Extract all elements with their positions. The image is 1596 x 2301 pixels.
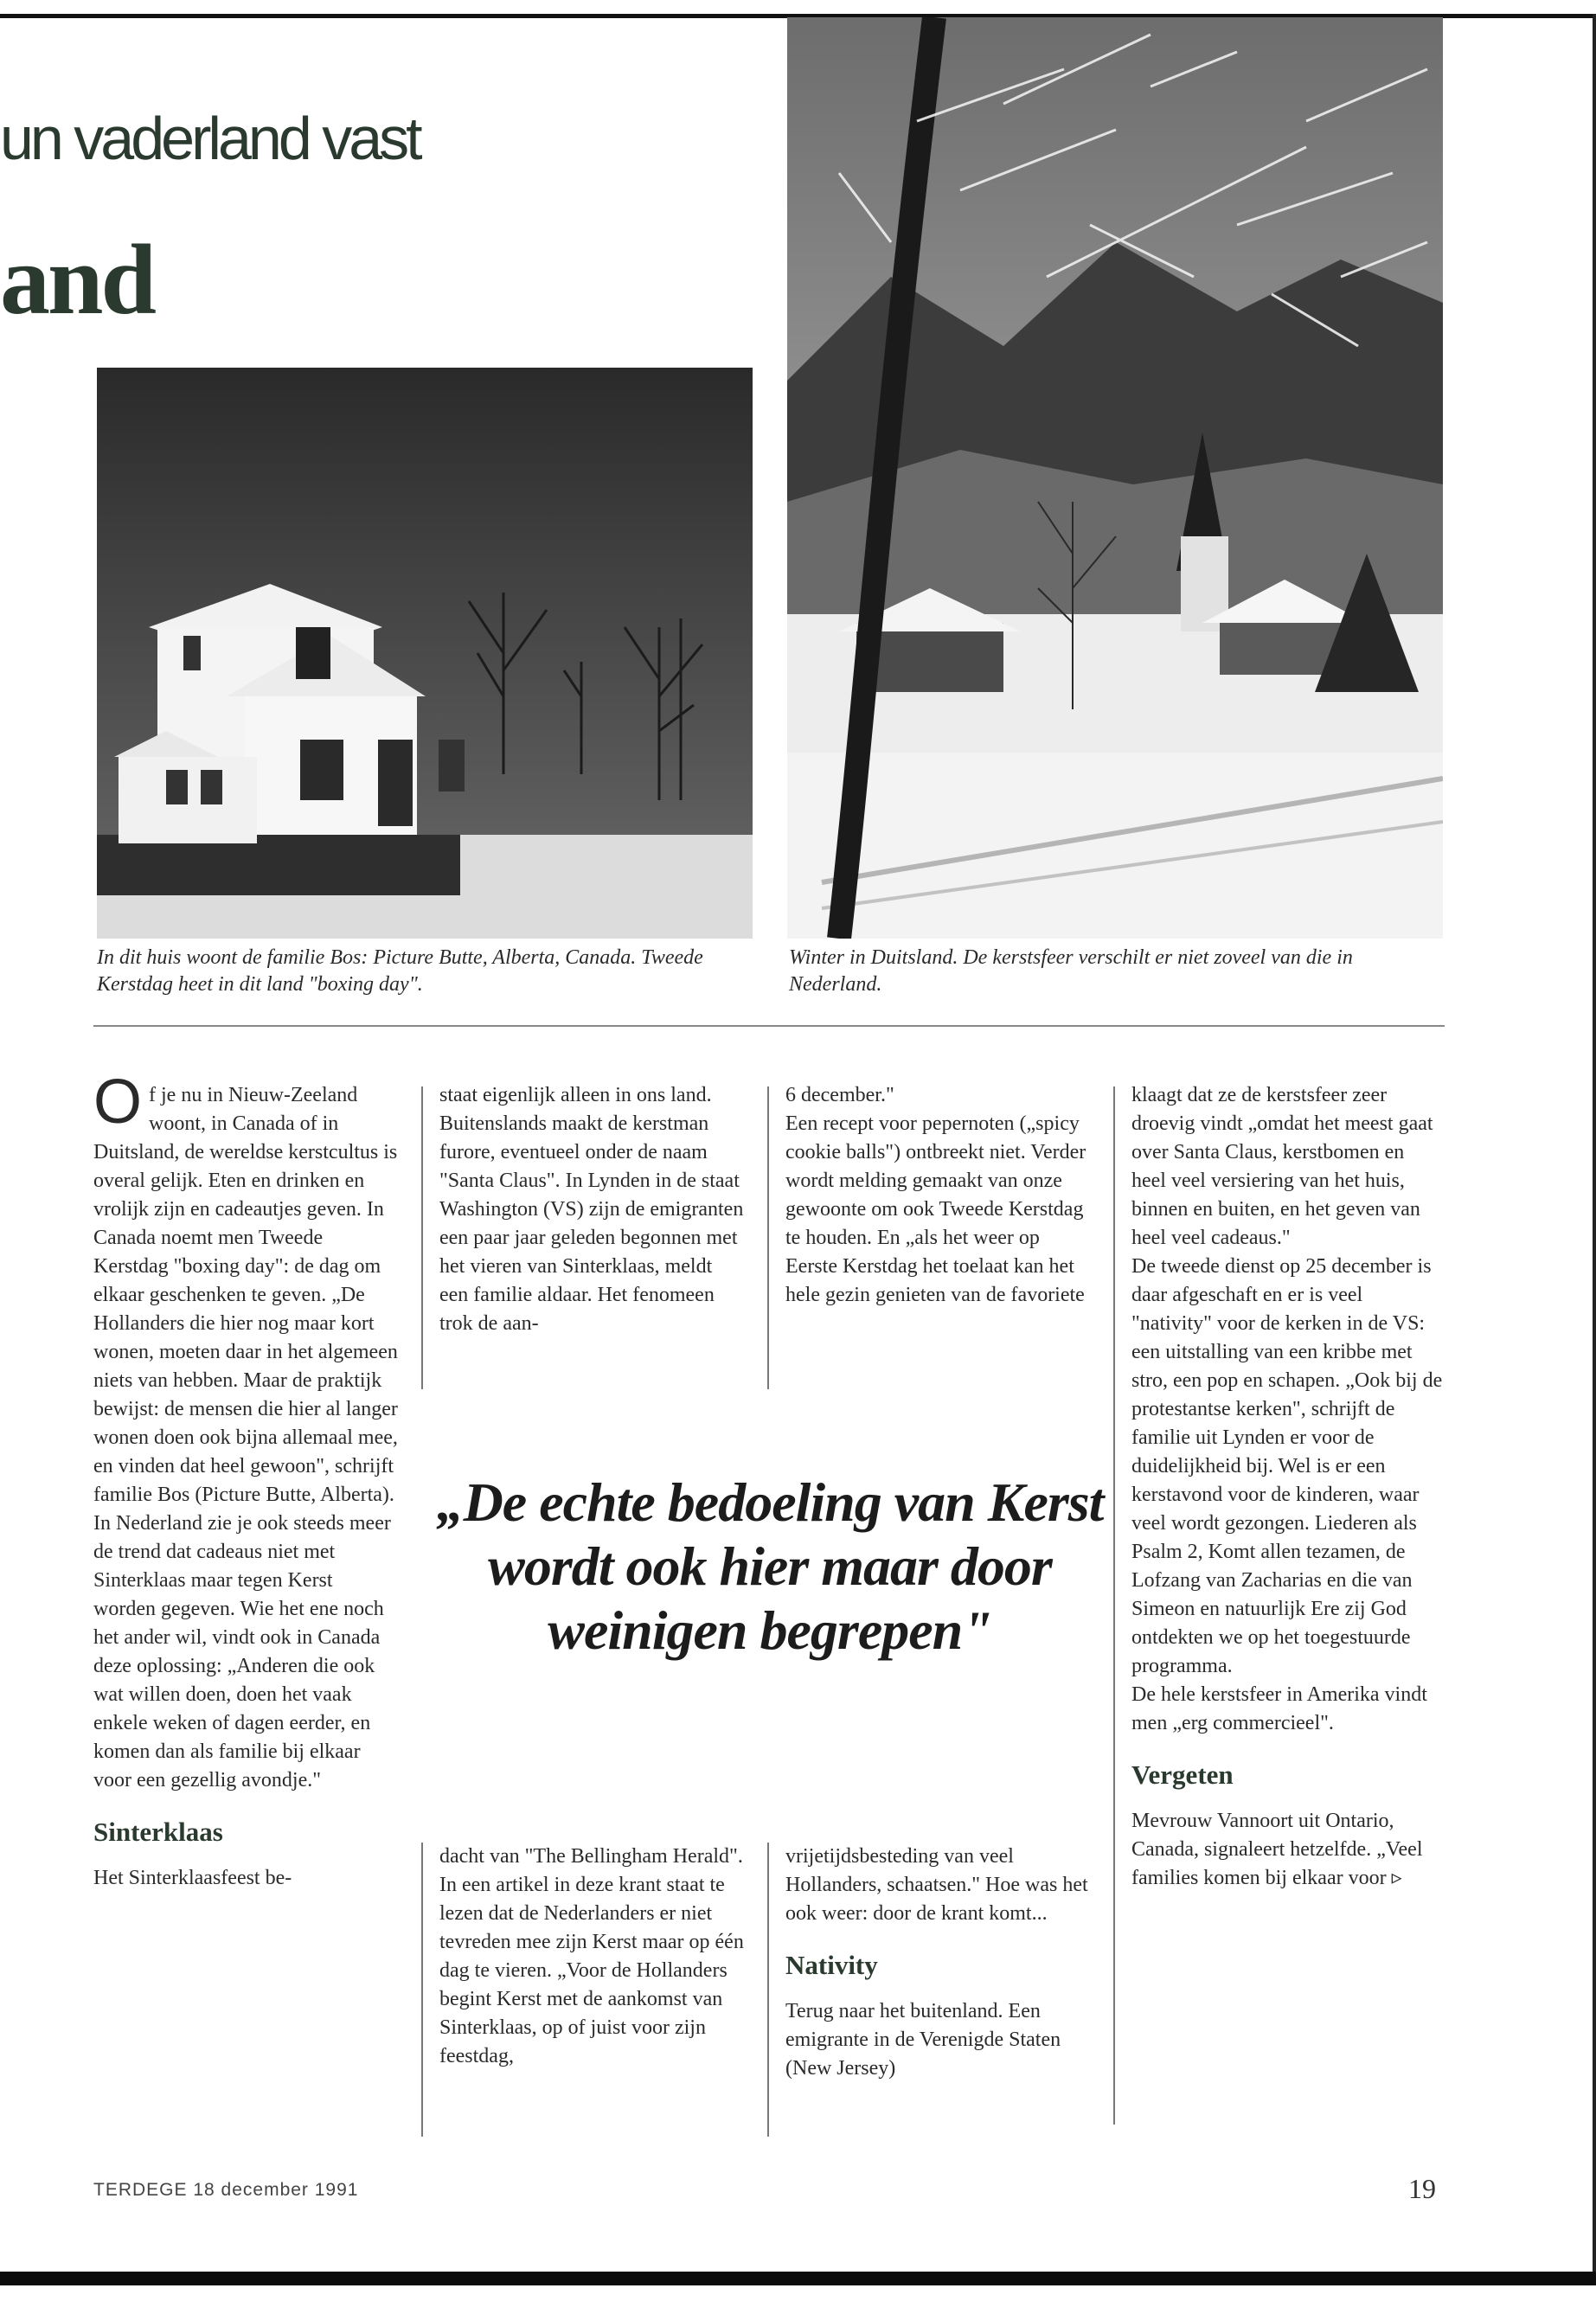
column-divider xyxy=(421,1086,423,1389)
paragraph xyxy=(93,1067,398,1509)
paragraph: Mevrouw Vannoort uit Ontario, Canada, signaleert hetzelfde. „Veel families komen bij elkaar voor ▹ xyxy=(1131,1810,1423,1889)
column-divider xyxy=(1113,1086,1115,2125)
column-2-top xyxy=(439,1081,744,1338)
house-photo-caption: In dit huis woont de familie Bos: Picture Butte, Alberta, Canada. Tweede Kerstdag heet in dit land "boxing day". xyxy=(97,946,703,996)
paragraph: 6 december." xyxy=(785,1084,894,1106)
winter-photo-caption: Winter in Duitsland. De kerstsfeer verschilt er niet zoveel van die in Nederland. xyxy=(789,946,1353,996)
paragraph: Een recept voor pepernoten („spicy cookie balls") ontbreekt niet. Verder wordt melding gemaakt van onze gewoonte om ook Tweede Kerstdag te houden. En „als het weer op Eerste Kerstdag het toelaat kan het hele gezin genieten van de favoriete xyxy=(785,1112,1086,1306)
bottom-border xyxy=(0,2272,1596,2285)
column-1 xyxy=(93,1067,398,1893)
paragraph: staat eigenlijk alleen in ons land. Buitenslands maakt de kerstman furore, eventueel onder de naam "Santa Claus". In Lynden in de staat Washington (VS) zijn de emigranten een paar jaar geleden begonnen met het vieren van Sinterklaas, meldt een familie aldaar. Het fenomeen trok de aan- xyxy=(439,1084,744,1335)
paragraph: vrijetijdsbesteding van veel Hollanders, schaatsen." Hoe was het ook weer: door de krant komt... xyxy=(785,1845,1088,1925)
drop-cap: O xyxy=(93,1067,143,1137)
headline-line-1: un vaderland vast xyxy=(0,105,420,172)
caption-divider xyxy=(93,1025,1445,1027)
headline-line-2: and xyxy=(0,225,155,336)
paragraph: dacht van "The Bellingham Herald". In een artikel in deze krant staat te lezen dat de Nederlanders er niet tevreden mee zijn Kerst maar op één dag te vieren. „Voor de Hollanders begint Kerst met de aankomst van Sinterklaas, op of juist voor zijn feestdag, xyxy=(439,1845,744,2067)
paragraph: Het Sinterklaasfeest be- xyxy=(93,1867,292,1889)
paragraph: klaagt dat ze de kerstsfeer zeer droevig vindt „omdat het meest gaat over Santa Claus, kerstbomen en heel veel versiering van het huis, binnen en buiten, en het geven van heel veel cadeaus." xyxy=(1131,1084,1433,1249)
paragraph: De tweede dienst op 25 december is daar afgeschaft en er is veel "nativity" voor de kerken in de VS: een uitstalling van een kribbe met stro, een pop en schapen. „Ook bij de protestantse kerken", schrijft de familie uit Lynden er voor de duidelijkheid bij. Wel is er een kerstavond voor de kinderen, waar veel wordt gezongen. Liederen als Psalm 2, Komt allen tezamen, de Lofzang van Zacharias en die van Simeon en natuurlijk Ere zij God ontdekten we op het toegestuurde programma. xyxy=(1131,1255,1443,1677)
pull-quote: „De echte bedoeling van Kerst wordt ook hier maar door weinigen begrepen" xyxy=(436,1471,1104,1661)
paragraph: Terug naar het buitenland. Een emigrante in de Verenigde Staten (New Jersey) xyxy=(785,2000,1061,2080)
subhead-nativity: Nativity xyxy=(785,1950,878,1980)
paragraph: In Nederland zie je ook steeds meer de trend dat cadeaus niet met Sinterklaas maar tegen Kerst worden gegeven. Wie het ene noch het ander wil, vindt ook in Canada deze oplossing: „Anderen die ook wat willen doen, doen het vaak enkele weken of dagen eerder, en komen dan als familie bij elkaar voor een gezellig avondje." xyxy=(93,1512,391,1791)
winter-photo xyxy=(787,17,1443,939)
subhead-sinterklaas: Sinterklaas xyxy=(93,1817,223,1847)
paragraph: De hele kerstsfeer in Amerika vindt men „erg commercieel". xyxy=(1131,1683,1427,1734)
subhead-vergeten: Vergeten xyxy=(1131,1759,1234,1790)
column-divider xyxy=(767,1843,769,2137)
column-3-bottom xyxy=(785,1843,1090,2083)
house-photo xyxy=(97,368,753,939)
publication-footer: TERDEGE 18 december 1991 xyxy=(93,2180,359,2200)
column-4 xyxy=(1131,1081,1443,1893)
page-number: 19 xyxy=(1408,2173,1436,2204)
column-3-top xyxy=(785,1081,1090,1310)
column-divider xyxy=(767,1086,769,1389)
paragraph-text: f je nu in Nieuw-Zeeland woont, in Canada of in Duitsland, de wereldse kerstcultus is overal gelijk. Eten en drinken en vrolijk zijn en cadeautjes geven. In Canada noemt men Tweede Kerstdag "boxing day": de dag om elkaar geschenken te geven. „De Hollanders die hier nog maar kort wonen, moeten daar in het algemeen niets van hebben. Maar de praktijk bewijst: de mensen die hier al langer wonen doen ook bijna allemaal mee, en vinden dat heel gewoon", schrijft familie Bos (Picture Butte, Alberta). xyxy=(93,1084,398,1506)
right-border xyxy=(1593,14,1596,2280)
column-divider xyxy=(421,1843,423,2137)
column-2-bottom xyxy=(439,1843,744,2071)
